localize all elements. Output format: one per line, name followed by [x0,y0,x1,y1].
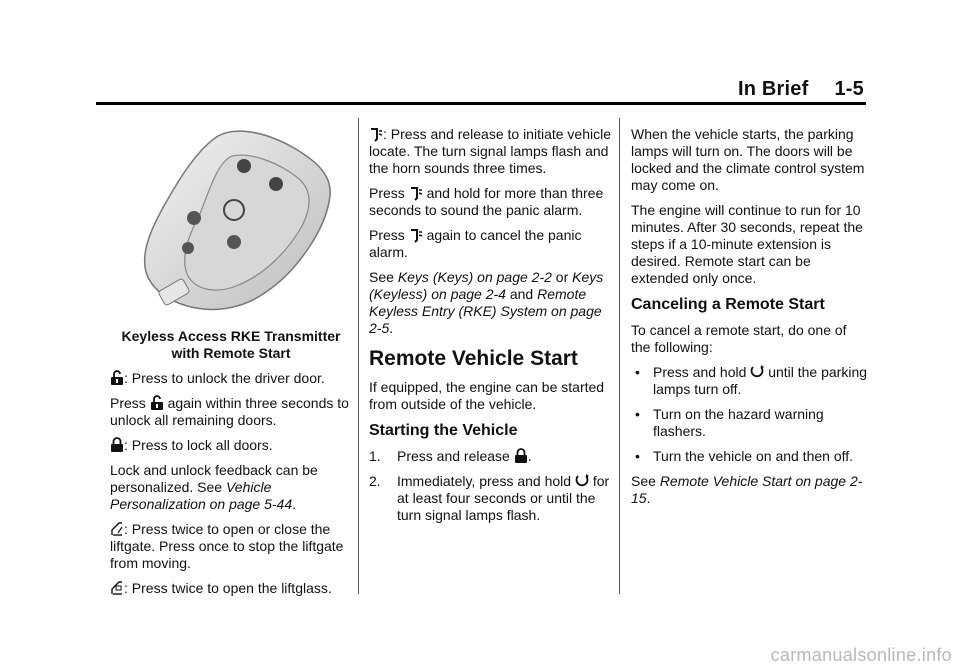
liftglass-paragraph: : Press twice to open the liftglass. [110,580,352,597]
vehicle-locate-icon [369,126,383,142]
feedback-paragraph: Lock and unlock feedback can be personalized. See Vehicle Personalization on page 5-44. [110,462,318,512]
list-item: • Turn the vehicle on and then off. [635,448,854,464]
unlock-icon [110,370,124,386]
section-title: In Brief [737,78,809,100]
liftglass-icon [110,580,124,596]
cancel-intro: To cancel a remote start, do one of the following: [631,322,847,355]
panic-hold-paragraph: Press and hold for more than three seconds to sound the panic alarm. [369,185,604,218]
remote-start-description: If equipped, the engine can be started from outside of the vehicle. [369,379,605,412]
starting-vehicle-heading: Starting the Vehicle [369,422,518,439]
lock-paragraph: : Press to lock all doors. [110,437,352,454]
cancel-remote-start-heading: Canceling a Remote Start [631,296,825,313]
page-header [96,78,864,101]
lock-icon [110,437,124,453]
bullet-icon: • [635,448,640,464]
unlock-icon [150,395,164,411]
panic-paragraph: : Press and release to initiate vehicle locate. The turn signal lamps flash and the horn sounds three times. [369,126,612,176]
page-number: 1-5 [834,78,864,100]
step-2: 2. Immediately, press and hold for at least four seconds or until the turn signal lamps flash. [369,473,610,523]
remote-start-reference: See Remote Vehicle Start on page 2-15. [631,473,863,506]
unlock-paragraph: : Press to unlock the driver door. [110,370,352,387]
column-3 [631,126,869,515]
remote-start-icon [750,364,764,380]
remote-start-heading: Remote Vehicle Start [369,347,578,370]
column-divider [619,118,620,594]
figure-caption: Keyless Access RKE Transmitter with Remote Start [121,328,341,361]
vehicle-locate-icon [409,185,423,201]
key-fob-illustration [126,126,342,320]
liftgate-icon [110,521,124,537]
vehicle-locate-icon [409,227,423,243]
unlock-again-paragraph: Press again within three seconds to unlock all remaining doors. [110,395,349,428]
header-rule [96,102,866,105]
column-1 [110,126,352,605]
list-item: • Turn on the hazard warning flashers. [635,406,824,439]
bullet-icon: • [635,364,640,380]
list-item: • Press and hold until the parking lamps turn off. [635,364,868,397]
bullet-icon: • [635,406,640,422]
lock-icon [514,448,528,464]
liftgate-paragraph: : Press twice to open or close the liftgate. Press once to stop the liftgate from moving. [110,521,344,571]
column-2 [369,126,613,532]
watermark: carmanualsonline.info [770,645,952,665]
panic-cancel-paragraph: Press again to cancel the panic alarm. [369,227,582,260]
remote-start-icon [575,473,589,489]
engine-run-paragraph: The engine will continue to run for 10 minutes. After 30 seconds, repeat the steps if a 10-minute extension is desired. Remote start can be extended only once. [631,202,863,286]
step-1: 1. Press and release . [369,448,532,464]
column-divider [358,118,359,594]
vehicle-starts-paragraph: When the vehicle starts, the parking lamps will turn on. The doors will be locked and the climate control system may come on. [631,126,865,193]
keys-reference-paragraph: See Keys (Keys) on page 2-2 or Keys (Keyless) on page 2-4 and Remote Keyless Entry (RKE) System on page 2-5. [369,269,604,336]
